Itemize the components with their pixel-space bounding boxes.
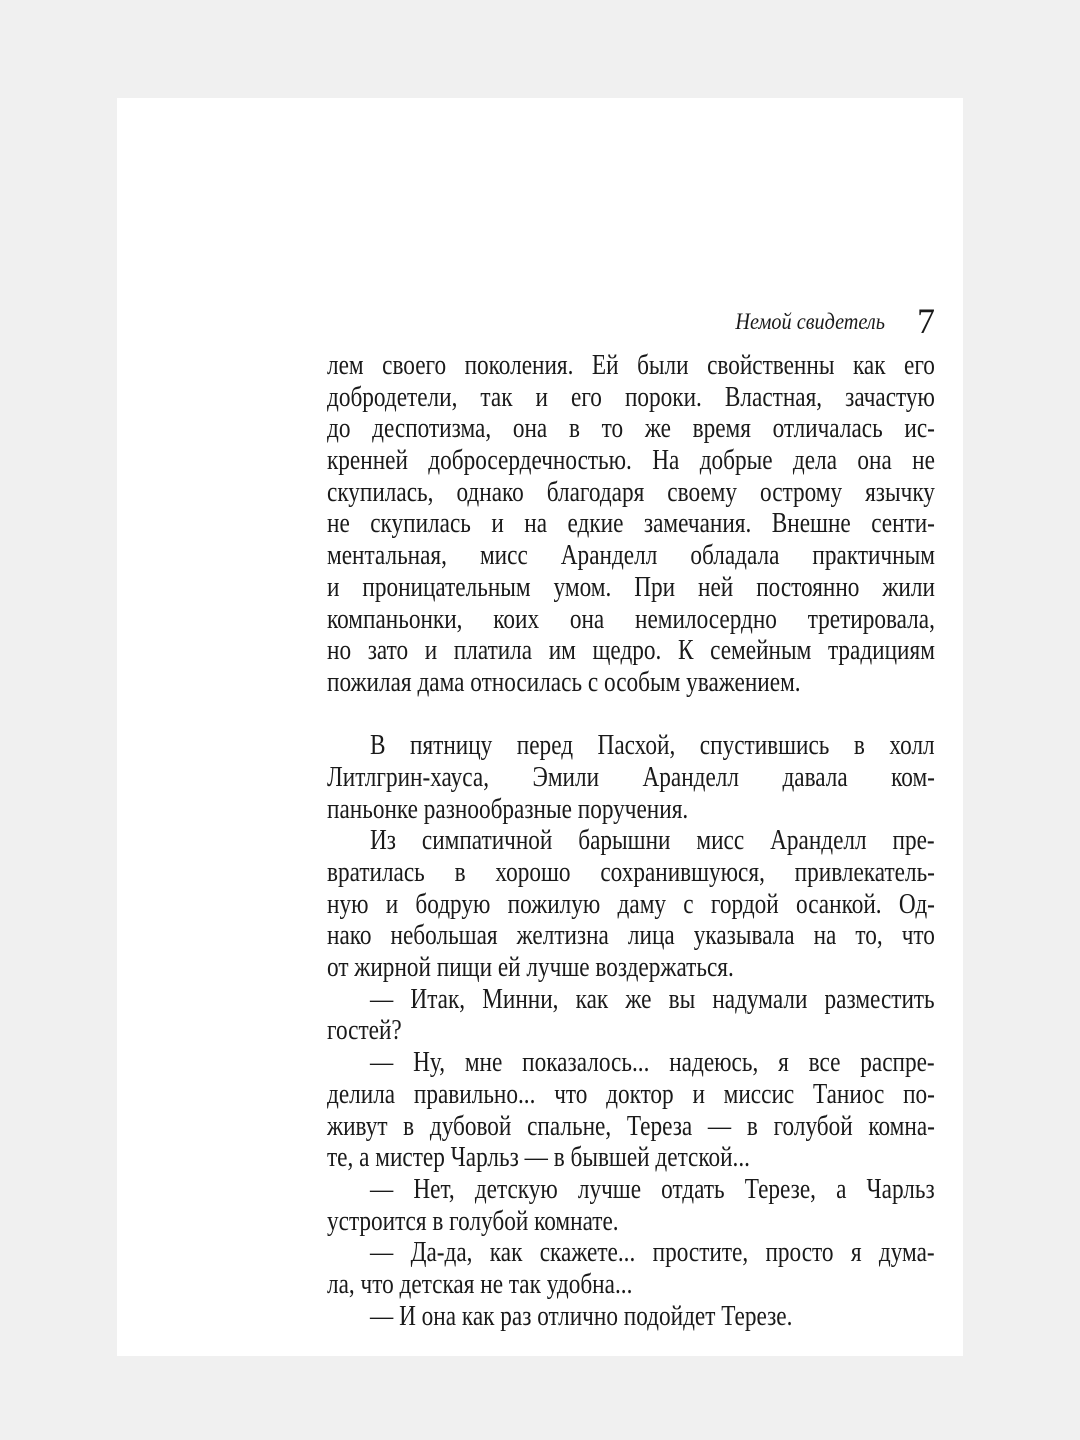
running-header <box>117 301 935 341</box>
text-line <box>327 920 935 952</box>
text-line <box>327 635 935 667</box>
running-title: Немой свидетель <box>735 309 885 334</box>
text-line-content: Литлгрин-хауса, Эмили Аранделл давала ком- <box>327 761 935 793</box>
text-line-content: — Нет, детскую лучше отдать Терезе, а Чарльз <box>370 1173 935 1205</box>
text-line <box>327 350 935 382</box>
text-line-content: — Ну, мне показалось... надеюсь, я все распре- <box>370 1047 935 1079</box>
text-line <box>327 1174 935 1206</box>
text-line <box>327 794 935 826</box>
page-body-text <box>327 350 935 1332</box>
text-line-content: — Итак, Минни, как же вы надумали разместить <box>370 983 935 1015</box>
text-line <box>327 540 935 572</box>
text-line <box>327 1142 935 1174</box>
text-line-content: лем своего поколения. Ей были свойственны как его <box>327 350 935 381</box>
text-line-content: — Да-да, как скажете... простите, просто я дума- <box>370 1237 935 1269</box>
text-line <box>327 604 935 636</box>
text-line-content: добродетели, так и его пороки. Властная, зачастую <box>327 381 935 413</box>
text-line-content: и проницательным умом. При ней постоянно жили <box>327 571 935 603</box>
text-line-content: В пятницу перед Пасхой, спустившись в холл <box>370 730 935 762</box>
text-line-content: от жирной пищи ей лучше воздержаться. <box>327 952 734 984</box>
text-line <box>327 572 935 604</box>
book-page <box>117 98 963 1356</box>
text-line <box>327 1269 935 1301</box>
text-line-content: делила правильно... что доктор и миссис Таниос по- <box>327 1078 935 1110</box>
text-line <box>327 508 935 540</box>
text-line <box>327 477 935 509</box>
text-line <box>327 1047 935 1079</box>
text-line-content: пожилая дама относилась с особым уважением. <box>327 666 801 698</box>
text-line <box>327 762 935 794</box>
text-line <box>327 825 935 857</box>
text-line-content: те, а мистер Чарльз — в бывшей детской... <box>327 1142 750 1174</box>
text-line <box>327 382 935 414</box>
text-line <box>327 1206 935 1238</box>
text-line <box>327 1301 935 1333</box>
text-line <box>327 889 935 921</box>
text-line <box>327 1237 935 1269</box>
text-line-content: ную и бодрую пожилую даму с гордой осанкой. Од- <box>327 888 935 920</box>
text-line-content: паньонке разнообразные поручения. <box>327 793 689 825</box>
text-line <box>327 1015 935 1047</box>
text-line <box>327 730 935 762</box>
text-line-content: Из симпатичной барышни мисс Аранделл пре- <box>370 825 935 857</box>
text-line-content: ментальная, мисс Аранделл обладала практичным <box>327 540 935 572</box>
text-line-content: ла, что детская не так удобна... <box>327 1268 633 1300</box>
text-line-content: но зато и платила им щедро. К семейным традициям <box>327 635 935 667</box>
text-line <box>327 952 935 984</box>
text-line <box>327 1111 935 1143</box>
text-line-content: устроится в голубой комнате. <box>327 1205 619 1237</box>
text-line-content: нако небольшая желтизна лица указывала на то, что <box>327 920 935 952</box>
text-line-content: живут в дубовой спальне, Тереза — в голубой комна- <box>327 1110 935 1142</box>
text-line <box>327 667 935 699</box>
text-line-content: кренней добросердечностью. На добрые дела она не <box>327 445 935 477</box>
text-line-content: не скупилась и на едкие замечания. Внешне сенти- <box>327 508 935 540</box>
text-line-content: — И она как раз отлично подойдет Терезе. <box>370 1300 793 1332</box>
text-line <box>327 445 935 477</box>
text-line <box>327 857 935 889</box>
text-line <box>327 1079 935 1111</box>
text-line-content: компаньонки, коих она немилосердно третировала, <box>327 603 935 635</box>
text-line-content: до деспотизма, она в то же время отличалась ис- <box>327 413 935 445</box>
text-line-content: вратилась в хорошо сохранившуюся, привлекатель- <box>327 857 935 888</box>
text-line <box>327 984 935 1016</box>
text-line <box>327 413 935 445</box>
paragraph-break <box>327 699 935 731</box>
text-line-content: гостей? <box>327 1015 402 1047</box>
page-number: 7 <box>917 301 935 341</box>
text-line-content: скупилась, однако благодаря своему острому язычку <box>327 476 935 508</box>
